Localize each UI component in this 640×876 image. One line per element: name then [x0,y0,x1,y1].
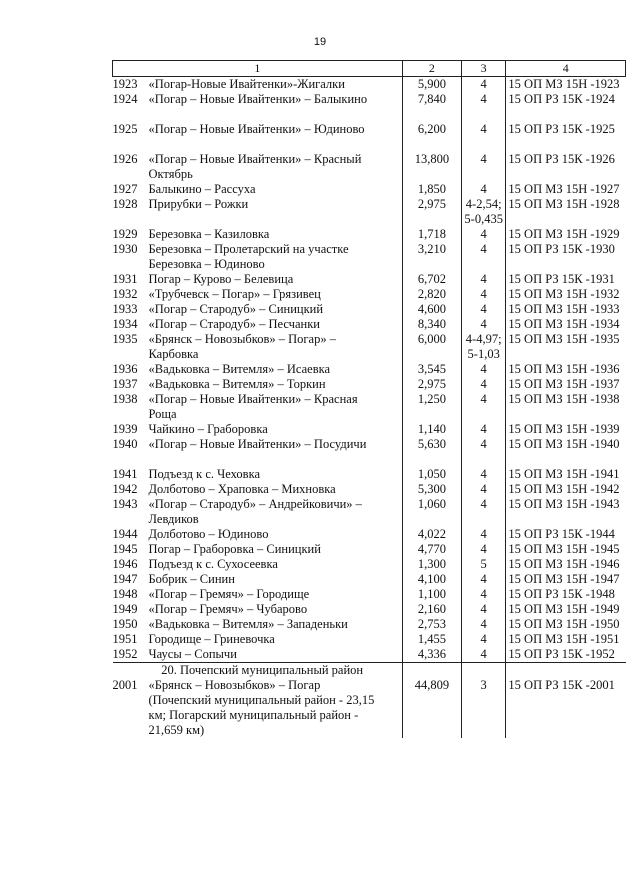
table-row [113,647,626,663]
road-name-cell [113,602,403,617]
road-category: 4 [461,467,505,482]
road-name-cell [113,317,403,332]
road-id: 15 ОП РЗ 15К -1948 [508,587,615,601]
table-row [113,602,626,617]
road-code: 1924 [112,92,138,106]
road-name-cell [113,647,403,663]
table-row [113,678,626,738]
road-name-cell [113,242,403,272]
road-length: 1,455 [402,632,461,647]
table-row [113,377,626,392]
road-id: 15 ОП МЗ 15Н -1949 [508,602,620,616]
road-category: 4 [461,497,505,527]
road-length: 1,300 [402,557,461,572]
spacer-cell [402,137,461,152]
table-row [113,302,626,317]
spacer-cell [506,452,626,467]
road-name: Березовка – Пролетарский на участке Березовка – Юдиново [148,242,349,271]
road-name-cell [113,362,403,377]
section-row [113,663,626,679]
road-length: 1,100 [402,587,461,602]
section-empty-cell [461,663,505,679]
road-category: 4 [461,227,505,242]
road-name-cell [113,557,403,572]
header-col-1: 1 [113,61,403,77]
road-id: 15 ОП МЗ 15Н -1939 [508,422,620,436]
spacer-cell [113,107,403,122]
road-id: 15 ОП РЗ 15К -1930 [508,242,615,256]
road-name-cell [113,572,403,587]
road-length: 6,000 [402,332,461,362]
spacer-cell [506,137,626,152]
road-name-cell [113,227,403,242]
road-code: 1938 [112,392,138,406]
road-name: «Вадьковка – Витемля» – Исаевка [148,362,331,376]
road-length: 2,820 [402,287,461,302]
spacer-cell [402,107,461,122]
road-name: «Погар – Новые Ивайтенки» – Юдиново [148,122,365,136]
road-category: 4 [461,422,505,437]
road-name: Балыкино – Рассуха [148,182,256,196]
road-code: 1948 [112,587,138,601]
road-code: 2001 [112,678,138,692]
road-id: 15 ОП МЗ 15Н -1923 [508,77,620,91]
road-id: 15 ОП МЗ 15Н -1935 [508,332,620,346]
road-code: 1932 [112,287,138,301]
spacer-cell [461,452,505,467]
road-length: 1,250 [402,392,461,422]
table-row [113,467,626,482]
road-id: 15 ОП МЗ 15Н -1946 [508,557,620,571]
road-id: 15 ОП МЗ 15Н -1934 [508,317,620,331]
road-name-cell [113,497,403,527]
road-code: 1944 [112,527,138,541]
section-title: 20. Почепский муниципальный район [113,663,403,679]
road-id: 15 ОП РЗ 15К -1926 [508,152,615,166]
roads-table [112,60,626,738]
table-row [113,77,626,93]
road-category: 5 [461,557,505,572]
table-row [113,482,626,497]
road-name-cell [113,92,403,107]
road-id: 15 ОП МЗ 15Н -1928 [508,197,620,211]
road-code: 1943 [112,497,138,511]
table-row [113,227,626,242]
road-length: 13,800 [402,152,461,182]
spacer-row [113,137,626,152]
road-length: 2,975 [402,197,461,227]
road-name-cell [113,287,403,302]
spacer-cell [113,137,403,152]
road-code: 1937 [112,377,138,391]
spacer-row [113,452,626,467]
road-id: 15 ОП МЗ 15Н -1951 [508,632,620,646]
road-name: «Вадьковка – Витемля» – Торкин [148,377,326,391]
road-code: 1926 [112,152,138,166]
table-row [113,272,626,287]
road-name-cell [113,617,403,632]
header-col-4: 4 [506,61,626,77]
road-name: «Брянск – Новозыбков» – Погар (Почепский муниципальный район - 23,15 км; Погарский муниципальный район - 21,659 км) [148,678,375,737]
road-length: 4,336 [402,647,461,663]
road-code: 1946 [112,557,138,571]
road-id: 15 ОП РЗ 15К -1925 [508,122,615,136]
road-name: «Брянск – Новозыбков» – Погар» – Карбовка [148,332,336,361]
road-category: 4 [461,587,505,602]
table-row [113,362,626,377]
road-id: 15 ОП РЗ 15К -1931 [508,272,615,286]
table-row [113,332,626,362]
road-category: 4 [461,377,505,392]
road-name-cell [113,587,403,602]
road-name: Долботово – Храповка – Михновка [148,482,336,496]
road-length: 7,840 [402,92,461,107]
road-name-cell [113,152,403,182]
table-row [113,527,626,542]
table-row [113,122,626,137]
table-row [113,422,626,437]
road-name: Подъезд к с. Чеховка [148,467,260,481]
road-category: 4-4,97; 5-1,03 [461,332,505,362]
road-code: 1941 [112,467,138,481]
road-code: 1929 [112,227,138,241]
road-name: «Погар – Стародуб» – Андрейковичи» – Левдиков [148,497,362,526]
road-name-cell [113,467,403,482]
road-name: Чайкино – Граборовка [148,422,268,436]
road-length: 5,300 [402,482,461,497]
road-code: 1942 [112,482,138,496]
road-name-cell [113,542,403,557]
table-row [113,587,626,602]
table-row [113,317,626,332]
road-id: 15 ОП МЗ 15Н -1941 [508,467,620,481]
road-code: 1925 [112,122,138,136]
road-name: «Погар – Новые Ивайтенки» – Балыкино [148,92,368,106]
road-length: 4,022 [402,527,461,542]
road-name: Долботово – Юдиново [148,527,269,541]
road-category: 4-2,54; 5-0,435 [461,197,505,227]
road-length: 1,140 [402,422,461,437]
road-length: 1,060 [402,497,461,527]
road-name-cell [113,482,403,497]
road-name: Погар – Курово – Белевица [148,272,294,286]
road-length: 1,050 [402,467,461,482]
road-category: 4 [461,632,505,647]
table-row [113,287,626,302]
road-code: 1939 [112,422,138,436]
road-name: Погар – Граборовка – Синицкий [148,542,321,556]
page-number: 19 [313,36,327,48]
road-name: «Погар – Новые Ивайтенки» – Красная Роща [148,392,358,421]
table-row [113,182,626,197]
road-name: «Погар – Гремяч» – Городище [148,587,310,601]
road-category: 4 [461,482,505,497]
road-id: 15 ОП МЗ 15Н -1932 [508,287,620,301]
road-category: 4 [461,242,505,272]
road-id: 15 ОП МЗ 15Н -1937 [508,377,620,391]
road-id: 15 ОП МЗ 15Н -1927 [508,182,620,196]
road-length: 4,770 [402,542,461,557]
road-id: 15 ОП РЗ 15К -2001 [508,678,615,692]
road-name-cell [113,392,403,422]
road-category: 4 [461,92,505,107]
road-name-cell [113,437,403,452]
spacer-row [113,107,626,122]
road-name: Бобрик – Синин [148,572,235,586]
table-row [113,542,626,557]
road-name-cell [113,678,403,738]
road-code: 1947 [112,572,138,586]
road-name: Прирубки – Рожки [148,197,249,211]
road-category: 4 [461,77,505,93]
table-header-row [113,61,626,77]
road-id: 15 ОП МЗ 15Н -1938 [508,392,620,406]
road-name: Подъезд к с. Сухосеевка [148,557,278,571]
header-col-2: 2 [402,61,461,77]
road-length: 5,900 [402,77,461,93]
road-code: 1933 [112,302,138,316]
road-name-cell [113,272,403,287]
road-id: 15 ОП МЗ 15Н -1942 [508,482,620,496]
road-code: 1934 [112,317,138,331]
table-row [113,197,626,227]
road-length: 2,975 [402,377,461,392]
road-category: 4 [461,152,505,182]
road-code: 1935 [112,332,138,346]
road-name: Чаусы – Сопычи [148,647,237,661]
road-name-cell [113,302,403,317]
table-row [113,152,626,182]
road-name: «Погар – Новые Ивайтенки» – Посудичи [148,437,367,451]
road-id: 15 ОП МЗ 15Н -1950 [508,617,620,631]
road-category: 4 [461,542,505,557]
road-id: 15 ОП МЗ 15Н -1943 [508,497,620,511]
road-code: 1931 [112,272,138,286]
road-category: 4 [461,392,505,422]
table-row [113,617,626,632]
road-category: 4 [461,182,505,197]
road-category: 4 [461,362,505,377]
road-length: 6,702 [402,272,461,287]
road-category: 4 [461,437,505,452]
road-code: 1923 [112,77,138,91]
road-category: 4 [461,647,505,663]
spacer-cell [506,107,626,122]
road-length: 3,210 [402,242,461,272]
section-empty-cell [402,663,461,679]
table-row [113,92,626,107]
road-id: 15 ОП МЗ 15Н -1945 [508,542,620,556]
table-row [113,557,626,572]
road-code: 1927 [112,182,138,196]
road-category: 4 [461,317,505,332]
road-category: 4 [461,602,505,617]
road-category: 4 [461,122,505,137]
spacer-cell [113,452,403,467]
road-name: Березовка – Казиловка [148,227,270,241]
road-length: 4,100 [402,572,461,587]
table-row [113,497,626,527]
road-name-cell [113,377,403,392]
table-row [113,392,626,422]
road-category: 4 [461,302,505,317]
road-name: «Погар-Новые Ивайтенки»-Жигалки [148,77,345,91]
road-length: 44,809 [402,678,461,738]
road-length: 2,753 [402,617,461,632]
road-name-cell [113,422,403,437]
road-name: «Погар – Стародуб» – Песчанки [148,317,320,331]
road-category: 3 [461,678,505,738]
road-name: Городище – Гриневочка [148,632,275,646]
road-name-cell [113,632,403,647]
road-length: 6,200 [402,122,461,137]
road-id: 15 ОП МЗ 15Н -1940 [508,437,620,451]
spacer-cell [461,137,505,152]
road-category: 4 [461,572,505,587]
road-category: 4 [461,527,505,542]
road-length: 1,718 [402,227,461,242]
road-category: 4 [461,287,505,302]
road-name-cell [113,182,403,197]
road-name-cell [113,77,403,93]
spacer-cell [402,452,461,467]
road-name: «Погар – Гремяч» – Чубарово [148,602,308,616]
road-name: «Погар – Новые Ивайтенки» – Красный Октябрь [148,152,362,181]
road-name: «Трубчевск – Погар» – Грязивец [148,287,321,301]
header-col-3: 3 [461,61,505,77]
road-name-cell [113,122,403,137]
road-category: 4 [461,272,505,287]
road-code: 1945 [112,542,138,556]
road-code: 1951 [112,632,138,646]
road-code: 1949 [112,602,138,616]
table-row [113,572,626,587]
road-length: 1,850 [402,182,461,197]
road-name: «Вадьковка – Витемля» – Западеньки [148,617,348,631]
road-length: 3,545 [402,362,461,377]
road-name-cell [113,527,403,542]
table-body [113,77,626,739]
road-length: 2,160 [402,602,461,617]
road-category: 4 [461,617,505,632]
road-code: 1936 [112,362,138,376]
road-name: «Погар – Стародуб» – Синицкий [148,302,324,316]
table-row [113,242,626,272]
road-id: 15 ОП МЗ 15Н -1933 [508,302,620,316]
road-code: 1950 [112,617,138,631]
road-code: 1928 [112,197,138,211]
road-id: 15 ОП МЗ 15Н -1947 [508,572,620,586]
road-code: 1952 [112,647,138,661]
road-length: 5,630 [402,437,461,452]
section-empty-cell [506,663,626,679]
road-name-cell [113,197,403,227]
road-id: 15 ОП МЗ 15Н -1929 [508,227,620,241]
road-id: 15 ОП МЗ 15Н -1936 [508,362,620,376]
spacer-cell [461,107,505,122]
road-id: 15 ОП РЗ 15К -1952 [506,647,626,663]
road-id: 15 ОП РЗ 15К -1924 [508,92,615,106]
road-id: 15 ОП РЗ 15К -1944 [508,527,615,541]
road-code: 1940 [112,437,138,451]
road-name-cell [113,332,403,362]
table-row [113,632,626,647]
table-row [113,437,626,452]
road-code: 1930 [112,242,138,256]
road-length: 8,340 [402,317,461,332]
road-length: 4,600 [402,302,461,317]
